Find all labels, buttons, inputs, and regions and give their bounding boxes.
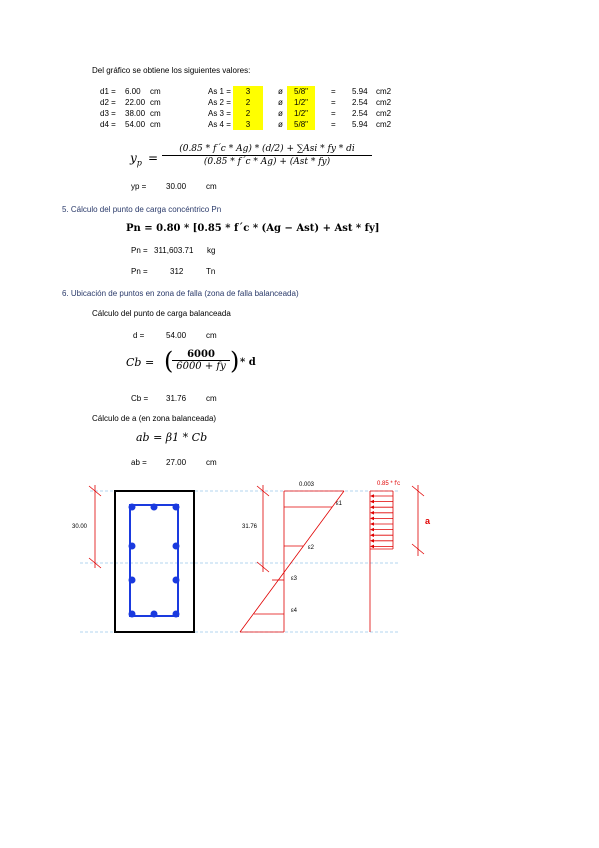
stress-arrow-head (370, 511, 374, 515)
row-2-as-label: As 2 = (208, 98, 231, 107)
row-3-area-unit: cm2 (376, 109, 392, 118)
row-1-phi: ø (278, 87, 283, 96)
row-4-area: 5.94 (352, 120, 368, 129)
rebar-group (129, 504, 180, 618)
strain-top-label: 0.003 (299, 482, 315, 488)
strain-e4: ε4 (291, 608, 298, 614)
row-1-area-unit: cm2 (376, 87, 392, 96)
row-2-area: 2.54 (352, 98, 368, 107)
pn-kg-label: Pn = (131, 246, 148, 255)
stirrup (130, 505, 178, 616)
yp-unit: cm (206, 182, 217, 191)
rebar-dot (129, 577, 136, 584)
stress-arrow-head (370, 494, 374, 498)
row-3-phi: ø (278, 109, 283, 118)
stress-arrow-head (370, 522, 374, 526)
strain-e1: ε1 (336, 501, 343, 507)
row-4-as-label: As 4 = (208, 120, 231, 129)
row-1-dia: 5/8" (287, 86, 315, 97)
row-4-dia: 5/8" (287, 119, 315, 130)
strain-e3: ε3 (291, 576, 298, 582)
row-2-area-unit: cm2 (376, 98, 392, 107)
row-1-eq: = (331, 87, 336, 96)
cb-label: Cb = (131, 394, 149, 403)
row-2-eq: = (331, 98, 336, 107)
row-4-d-label: d4 = (100, 120, 116, 129)
row-3-area: 2.54 (352, 109, 368, 118)
pn-tn-label: Pn = (131, 267, 148, 276)
stress-label: 0.85 * f'c (377, 481, 401, 487)
row-4-d-unit: cm (150, 120, 161, 129)
d-unit: cm (206, 331, 217, 340)
row-3-d-label: d3 = (100, 109, 116, 118)
row-2-d-label: d2 = (100, 98, 116, 107)
cb-paren-right: ) (230, 347, 240, 375)
row-1-d-val: 6.00 (125, 87, 141, 96)
rebar-dot (151, 611, 158, 618)
cb-unit: cm (206, 394, 217, 403)
stress-arrow-head (370, 505, 374, 509)
ab-unit: cm (206, 458, 217, 467)
row-2-phi: ø (278, 98, 283, 107)
dim-cb-label: 31.76 (242, 524, 258, 530)
intro-text: Del gráfico se obtiene los siguientes valores: (92, 66, 251, 75)
row-3-d-unit: cm (150, 109, 161, 118)
row-2-d-val: 22.00 (125, 98, 146, 107)
row-2-n: 2 (233, 97, 263, 108)
yp-label: yp = (131, 182, 147, 191)
stress-arrow-head (370, 517, 374, 521)
a-label: a (425, 516, 431, 526)
section-5-title: 5. Cálculo del punto de carga concéntrico Pn (62, 205, 222, 214)
rebar-dot (173, 577, 180, 584)
cb-paren-left: ( (164, 347, 174, 375)
row-1-area: 5.94 (352, 87, 368, 96)
stress-arrow-head (370, 528, 374, 532)
pn-tn-value: 312 (170, 267, 184, 276)
dim-section-height (89, 485, 101, 568)
ab-value: 27.00 (166, 458, 187, 467)
row-2-d-unit: cm (150, 98, 161, 107)
row-2-dia: 1/2" (287, 97, 315, 108)
row-4-d-val: 54.00 (125, 120, 146, 129)
pn-kg-unit: kg (207, 246, 216, 255)
cb-value: 31.76 (166, 394, 187, 403)
stress-arrows (370, 494, 393, 548)
row-1-n: 3 (233, 86, 263, 97)
rebar-dot (129, 611, 136, 618)
d-label: d = (133, 331, 145, 340)
row-1-as-label: As 1 = (208, 87, 231, 96)
guide-lines (80, 491, 400, 632)
row-3-d-val: 38.00 (125, 109, 146, 118)
rebar-dot (129, 543, 136, 550)
d-value: 54.00 (166, 331, 187, 340)
row-3-eq: = (331, 109, 336, 118)
dim-section-label: 30.00 (72, 524, 88, 530)
ab-label: ab = (131, 458, 147, 467)
stress-arrow-head (370, 500, 374, 504)
row-4-area-unit: cm2 (376, 120, 392, 129)
rebar-dot (173, 504, 180, 511)
section-6-title: 6. Ubicación de puntos en zona de falla (zona de falla balanceada) (62, 289, 299, 298)
row-4-phi: ø (278, 120, 283, 129)
row-1-d-label: d1 = (100, 87, 116, 96)
row-3-dia: 1/2" (287, 108, 315, 119)
stress-arrow-head (370, 545, 374, 549)
rebar-dot (173, 611, 180, 618)
strain-e2: ε2 (308, 545, 315, 551)
rebar-dot (151, 504, 158, 511)
stress-arrow-head (370, 533, 374, 537)
pn-kg-value: 311,603.71 (154, 246, 194, 255)
yp-value: 30.00 (166, 182, 187, 191)
row-3-as-label: As 3 = (208, 109, 231, 118)
row-1-d-unit: cm (150, 87, 161, 96)
subtitle-cb: Cálculo del punto de carga balanceada (92, 309, 231, 318)
a-formula: ab = β1 * Cb (136, 431, 208, 444)
row-4-eq: = (331, 120, 336, 129)
stress-arrow-head (370, 539, 374, 543)
pn-tn-unit: Tn (206, 267, 216, 276)
rebar-dot (173, 543, 180, 550)
rebar-dot (129, 504, 136, 511)
row-4-n: 3 (233, 119, 263, 130)
row-3-n: 2 (233, 108, 263, 119)
subtitle-a: Cálculo de a (en zona balanceada) (92, 414, 217, 423)
pn-formula: Pn = 0.80 * [0.85 * f´c * (Ag − Ast) + Ast * fy] (126, 223, 380, 234)
